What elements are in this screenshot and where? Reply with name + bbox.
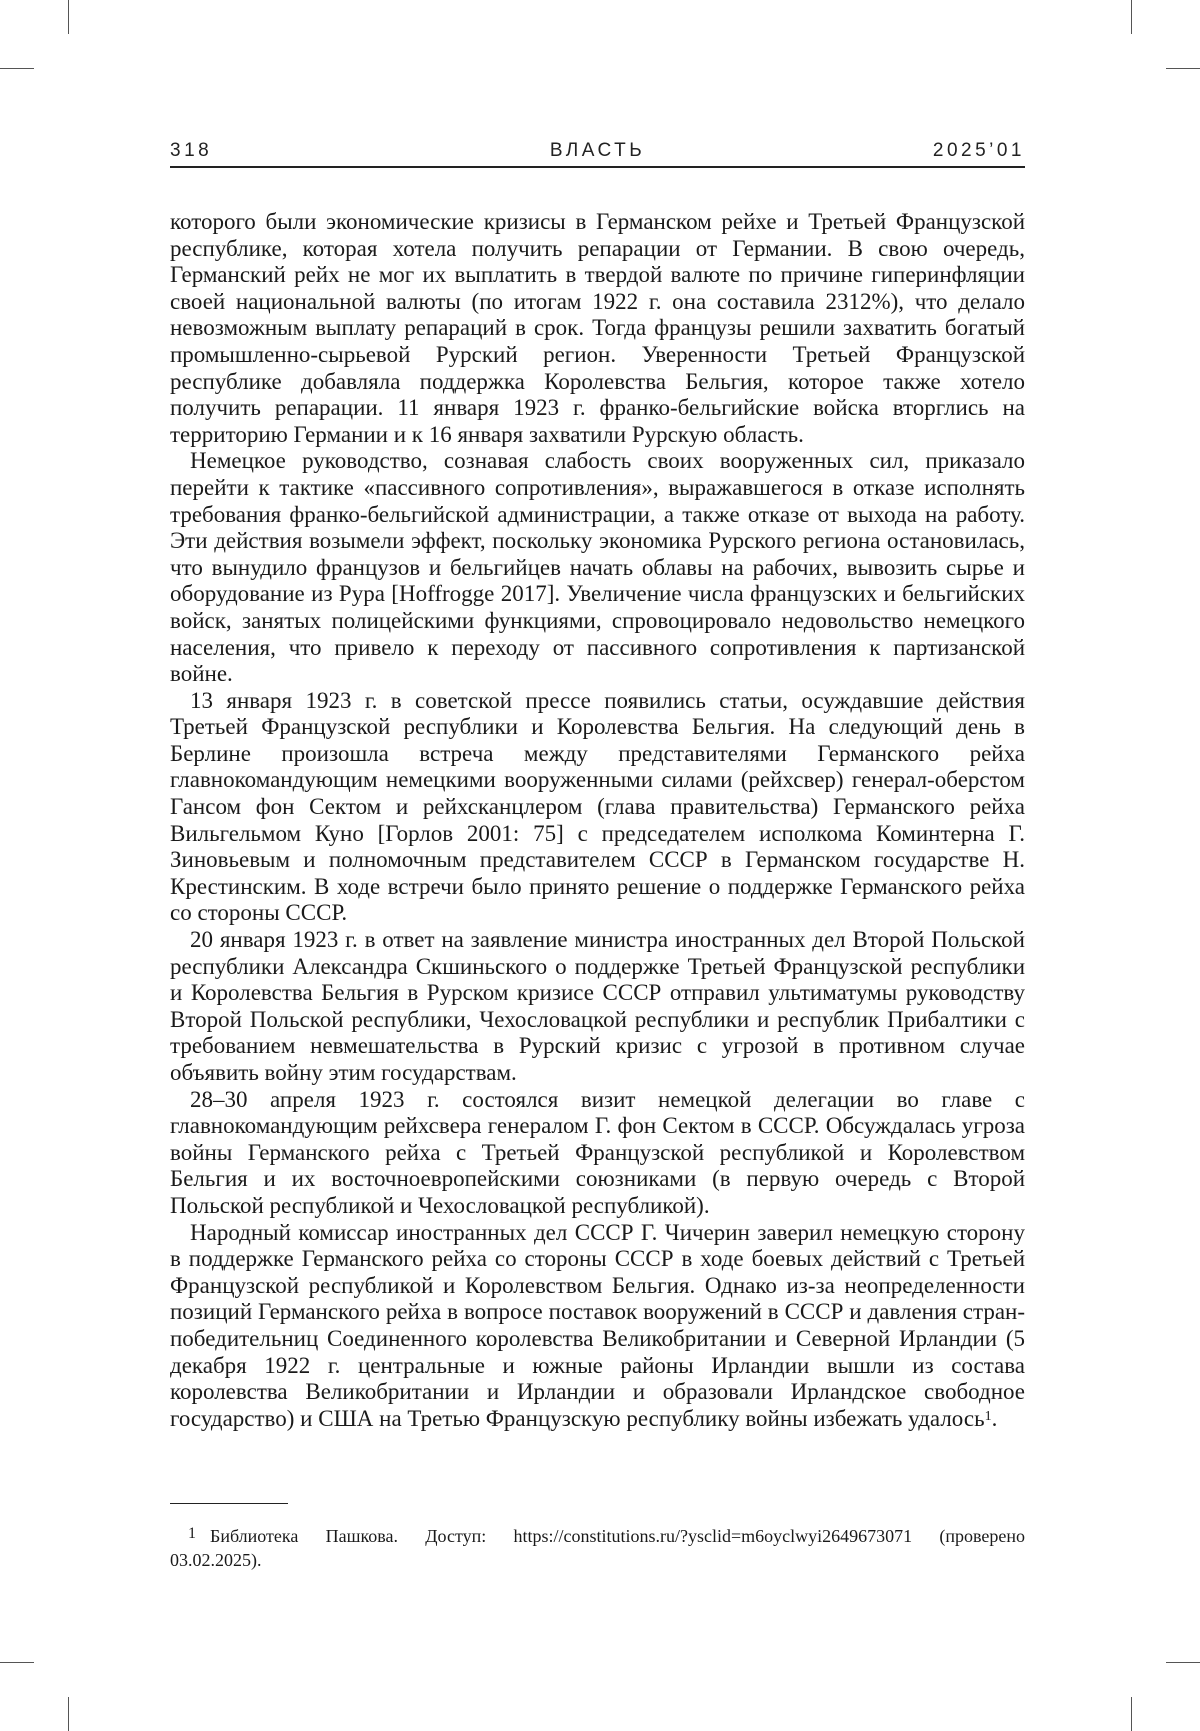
paragraph: 13 января 1923 г. в советской прессе появились статьи, осуждавшие действия Третьей Французской республики и Королевства Бельгия. На следующий день в Берлине произошла встреча между представителями Германского рейха главнокомандующим немецкими вооруженными силами (рейхсвер) генерал-оберстом Гансом фон Сектом и рейхсканцлером (глава правительства) Германского рейха Вильгельмом Куно [Горлов 2001: 75] с председателем исполкома Коминтерна Г. Зиновьевым и полномочным представителем СССР в Германском государстве Н. Крестинским. В ходе встречи было принято решение о поддержке Германского рейха со стороны СССР.: [170, 687, 1025, 926]
footnote-reference[interactable]: 1: [984, 1408, 992, 1424]
paragraph: которого были экономические кризисы в Германском рейхе и Третьей Французской республике, которая хотела получить репарации от Германии. В свою очередь, Германский рейх не мог их выплатить в твердой валюте по причине гиперинфляции своей национальной валюты (по итогам 1922 г. она составила 2312%), что делало невозможным выплату репараций в срок. Тогда французы решили захватить богатый промышленно-сырьевой Рурский регион. Уверенности Третьей Французской республике добавляла поддержка Королевства Бельгия, которое также хотело получить репарации. 11 января 1923 г. франко-бельгийские войска вторглись на территорию Германии и к 16 января захватили Рурскую область.: [170, 209, 1025, 447]
footnote: [170, 1525, 1025, 1571]
footnote-number: 1: [188, 1525, 196, 1542]
crop-mark: [68, 1697, 69, 1731]
crop-mark: [1166, 68, 1200, 69]
article-body: [170, 209, 1025, 1432]
crop-mark: [1131, 1697, 1132, 1731]
paragraph-text: Народный комиссар иностранных дел СССР Г. Чичерин заверил немецкую сторону в поддержке Германского рейха со стороны СССР в ходе боевых действий с Третьей Французской республикой и Королевством Бельгия. Однако из-за неопределенности позиций Германского рейха в вопросе поставок вооружений в СССР и давления стран-победительниц Соединенного королевства Великобритании и Северной Ирландии (5 декабря 1922 г. центральные и южные районы Ирландии вышли из состава королевства Великобритании и Ирландии и образовали Ирландское свободное государство) и США на Третью Французскую республику войны избежать удалось: [170, 1219, 1025, 1431]
journal-title: ВЛАСТЬ: [549, 140, 646, 161]
paragraph: 28–30 апреля 1923 г. состоялся визит немецкой делегации во главе с главнокомандующим рейхсвера генералом Г. фон Сектом в СССР. Обсуждалась угроза войны Германского рейха с Третьей Французской республикой и Королевством Бельгия и их восточноевропейскими союзниками (в первую очередь с Второй Польской республикой и Чехословацкой республикой).: [170, 1086, 1025, 1218]
crop-mark: [0, 68, 34, 69]
paragraph: 20 января 1923 г. в ответ на заявление министра иностранных дел Второй Польской республики Александра Скшиньского о поддержке Третьей Французской республики и Королевства Бельгия в Рурском кризисе СССР отправил ультиматумы руководству Второй Польской республики, Чехословацкой республики и республик Прибалтики с требованием невмешательства в Рурский кризис с угрозой в противном случае объявить войну этим государствам.: [170, 927, 1025, 1085]
paragraph-last: Народный комиссар иностранных дел СССР Г. Чичерин заверил немецкую сторону в поддержке Германского рейха со стороны СССР в ходе боевых действий с Третьей Французской республикой и Королевством Бельгия. Однако из-за неопределенности позиций Германского рейха в вопросе поставок вооружений в СССР и давления стран-победительниц Соединенного королевства Великобритании и Северной Ирландии (5 декабря 1922 г. центральные и южные районы Ирландии вышли из состава королевства Великобритании и Ирландии и образовали Ирландское свободное государство) и США на Третью Французскую республику войны избежать удалось$^1$.: [170, 1219, 1025, 1431]
footnote-text: Библиотека Пашкова. Доступ: https://constitutions.ru/?ysclid=m6oyclwyi2649673071 (проверено 03.02.2025).: [170, 1526, 1025, 1570]
footnote-rule: [170, 1503, 288, 1504]
crop-mark: [1131, 0, 1132, 34]
crop-mark: [1166, 1662, 1200, 1663]
header-rule: [170, 166, 1025, 168]
crop-mark: [68, 0, 69, 34]
crop-mark: [0, 1662, 34, 1663]
issue-number: 2025’01: [932, 140, 1025, 161]
running-header: [170, 138, 1025, 166]
paragraph: Немецкое руководство, сознавая слабость своих вооруженных сил, приказало перейти к тактике «пассивного сопротивления», выражавшегося в отказе исполнять требования франко-бельгийской администрации, а также отказе от выхода на работу. Эти действия возымели эффект, поскольку экономика Рурского региона остановилась, что вынудило французов и бельгийцев начать облавы на рабочих, вывозить сырье и оборудование из Рура [Hoffrogge 2017]. Увеличение числа французских и бельгийских войск, занятых полицейскими функциями, спровоцировало недовольство немецкого населения, что привело к переходу от пассивного сопротивления к партизанской войне.: [170, 448, 1025, 687]
page-number: 318: [170, 140, 213, 161]
